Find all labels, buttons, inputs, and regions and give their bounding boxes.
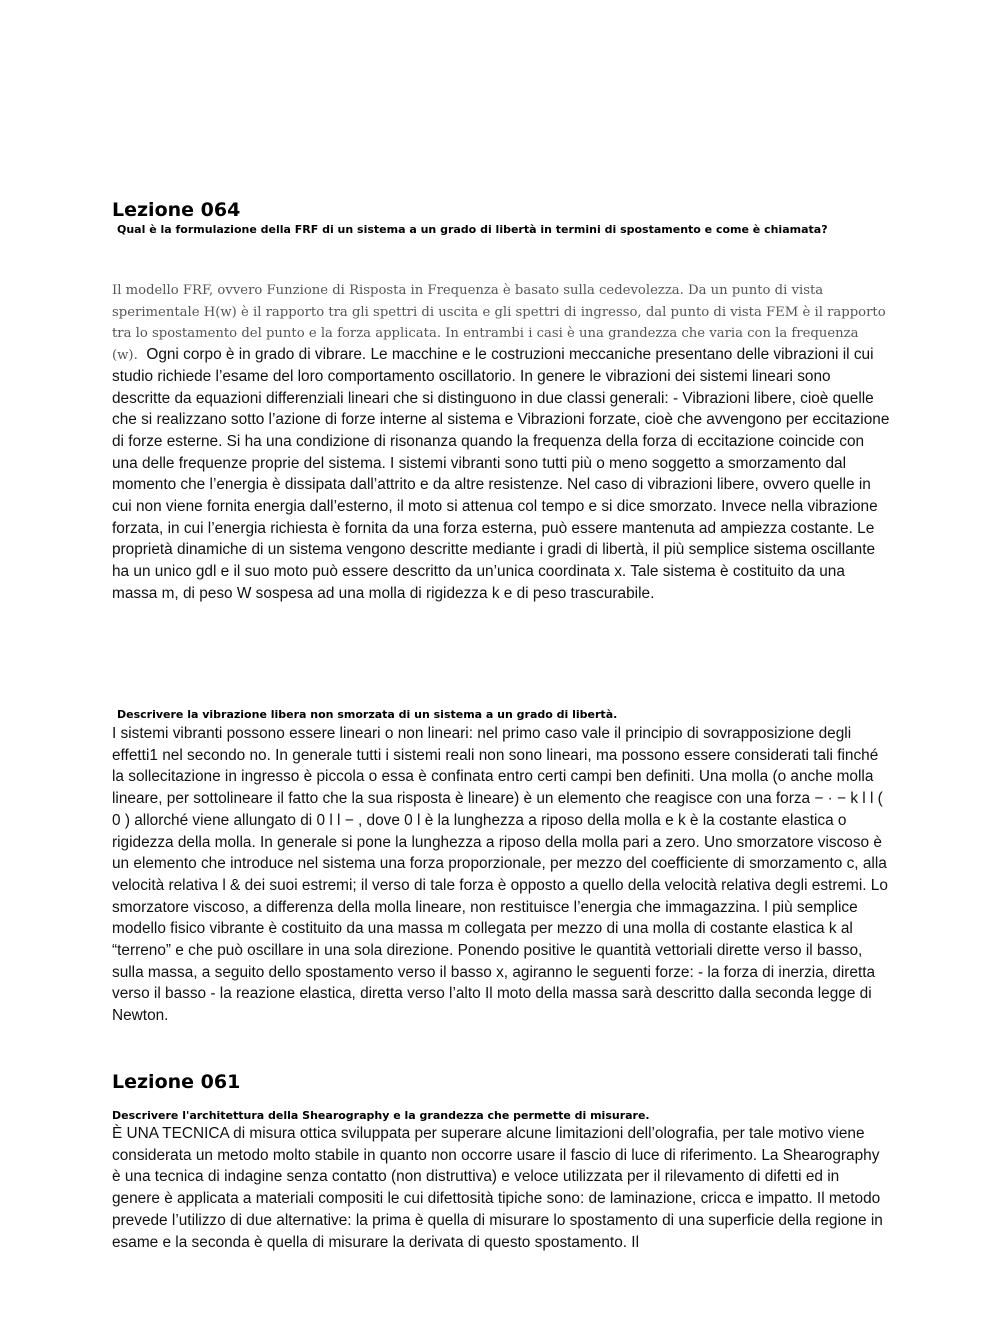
lesson-064-answer-intro: Il modello FRF, ovvero Funzione di Risposta in Frequenza è basato sulla cedevolezza. Da un punto di vista sperimentale H(w) è il rapporto tra gli spettri di uscita e gli spettri di ingresso, dal punto di vista FEM è il rapporto tra lo spostamento del punto e la forza applicata. In entrambi i casi è una grandezza che varia con la frequenza (w). [112, 283, 886, 364]
lesson-061-section [112, 1071, 890, 1253]
lesson-064-title: Lezione 064 [112, 199, 241, 221]
free-vibration-question: Descrivere la vibrazione libera non smorzata di un sistema a un grado di libertà. [117, 708, 618, 721]
lesson-064-question: Qual è la formulazione della FRF di un sistema a un grado di libertà in termini di spostamento e come è chiamata? [117, 223, 828, 236]
lesson-064-answer-body: Ogni corpo è in grado di vibrare. Le macchine e le costruzioni meccaniche presentano delle vibrazioni il cui studio richiede l’esame del loro comportamento oscillatorio. In genere le vibrazioni dei sistemi lineari sono descritte da equazioni differenziali lineari che si distinguono in due classi generali: - Vibrazioni libere, cioè quelle che si realizzano sotto l’azione di forze interne al sistema e Vibrazioni forzate, cioè che avvengono per eccitazione di forze esterne. Si ha una condizione di risonanza quando la frequenza della forza di eccitazione coincide con una delle frequenze proprie del sistema. I sistemi vibranti sono tutti più o meno soggetto a smorzamento dal momento che l’energia è dissipata dall’attrito e da altre resistenze. Nel caso di vibrazioni libere, ovvero quelle in cui non viene fornita energia dall’esterno, il moto si attenua col tempo e si dice smorzato. Invece nella vibrazione forzata, in cui l’energia richiesta è fornita da una forza esterna, può essere mantenuta ad ampiezza costante. Le proprietà dinamiche di un sistema vengono descritte mediante i gradi di libertà, il più semplice sistema oscillante ha un unico gdl e il suo moto può essere descritto da un’unica coordinata x. Tale sistema è costituito da una massa m, di peso W sospesa ad una molla di rigidezza k e di peso trascurabile. [112, 346, 890, 602]
lesson-064-section [112, 199, 890, 605]
lesson-061-answer: È UNA TECNICA di misura ottica sviluppata per superare alcune limitazioni dell’olografia, per tale motivo viene considerata un metodo molto stabile in quanto non occorre usare il fascio di luce di riferimento. La Shearography è una tecnica di indagine senza contatto (non distruttiva) e veloce utilizzata per il rilevamento di difetti ed in genere è applicata a materiali compositi le cui difettosità tipiche sono: de laminazione, cricca e impatto. Il metodo prevede l’utilizzo di due alternative: la prima è quella di misurare lo spostamento di una superficie della regione in esame e la seconda è quella di misurare la derivata di questo spostamento. Il [112, 1125, 883, 1251]
free-vibration-section [112, 708, 890, 1027]
lesson-064-answer [112, 279, 890, 605]
lesson-061-question: Descrivere l'architettura della Shearography e la grandezza che permette di misurare. [112, 1109, 650, 1122]
free-vibration-answer: I sistemi vibranti possono essere lineari o non lineari: nel primo caso vale il principio di sovrapposizione degli effetti1 nel secondo no. In generale tutti i sistemi reali non sono lineari, ma possono essere considerati tali finché la sollecitazione in ingresso è piccola o essa è confinata entro certi campi ben definiti. Una molla (o anche molla lineare, per sottolineare il fatto che la sua risposta è lineare) è un elemento che reagisce con una forza − · − k l l ( 0 ) allorché viene allungato di 0 l l − , dove 0 l è la lunghezza a riposo della molla e k è la costante elastica o rigidezza della molla. In generale si pone la lunghezza a riposo della molla pari a zero. Uno smorzatore viscoso è un elemento che introduce nel sistema una forza proporzionale, per mezzo del coefficiente di smorzamento c, alla velocità relativa l & dei suoi estremi; il verso di tale forza è opposto a quello della velocità relativa degli estremi. Lo smorzatore viscoso, a differenza della molla lineare, non restituisce l’energia che immagazzina. l più semplice modello fisico vibrante è costituito da una massa m collegata per mezzo di una molla di costante elastica k al “terreno” e che può oscillare in una sola direzione. Ponendo positive le quantità vettoriali dirette verso il basso, sulla massa, a seguito dello spostamento verso il basso x, agiranno le seguenti forze: - la forza di inerzia, diretta verso il basso - la reazione elastica, diretta verso l’alto Il moto della massa sarà descritto dalla seconda legge di Newton. [112, 725, 888, 1025]
lesson-061-title: Lezione 061 [112, 1071, 241, 1093]
